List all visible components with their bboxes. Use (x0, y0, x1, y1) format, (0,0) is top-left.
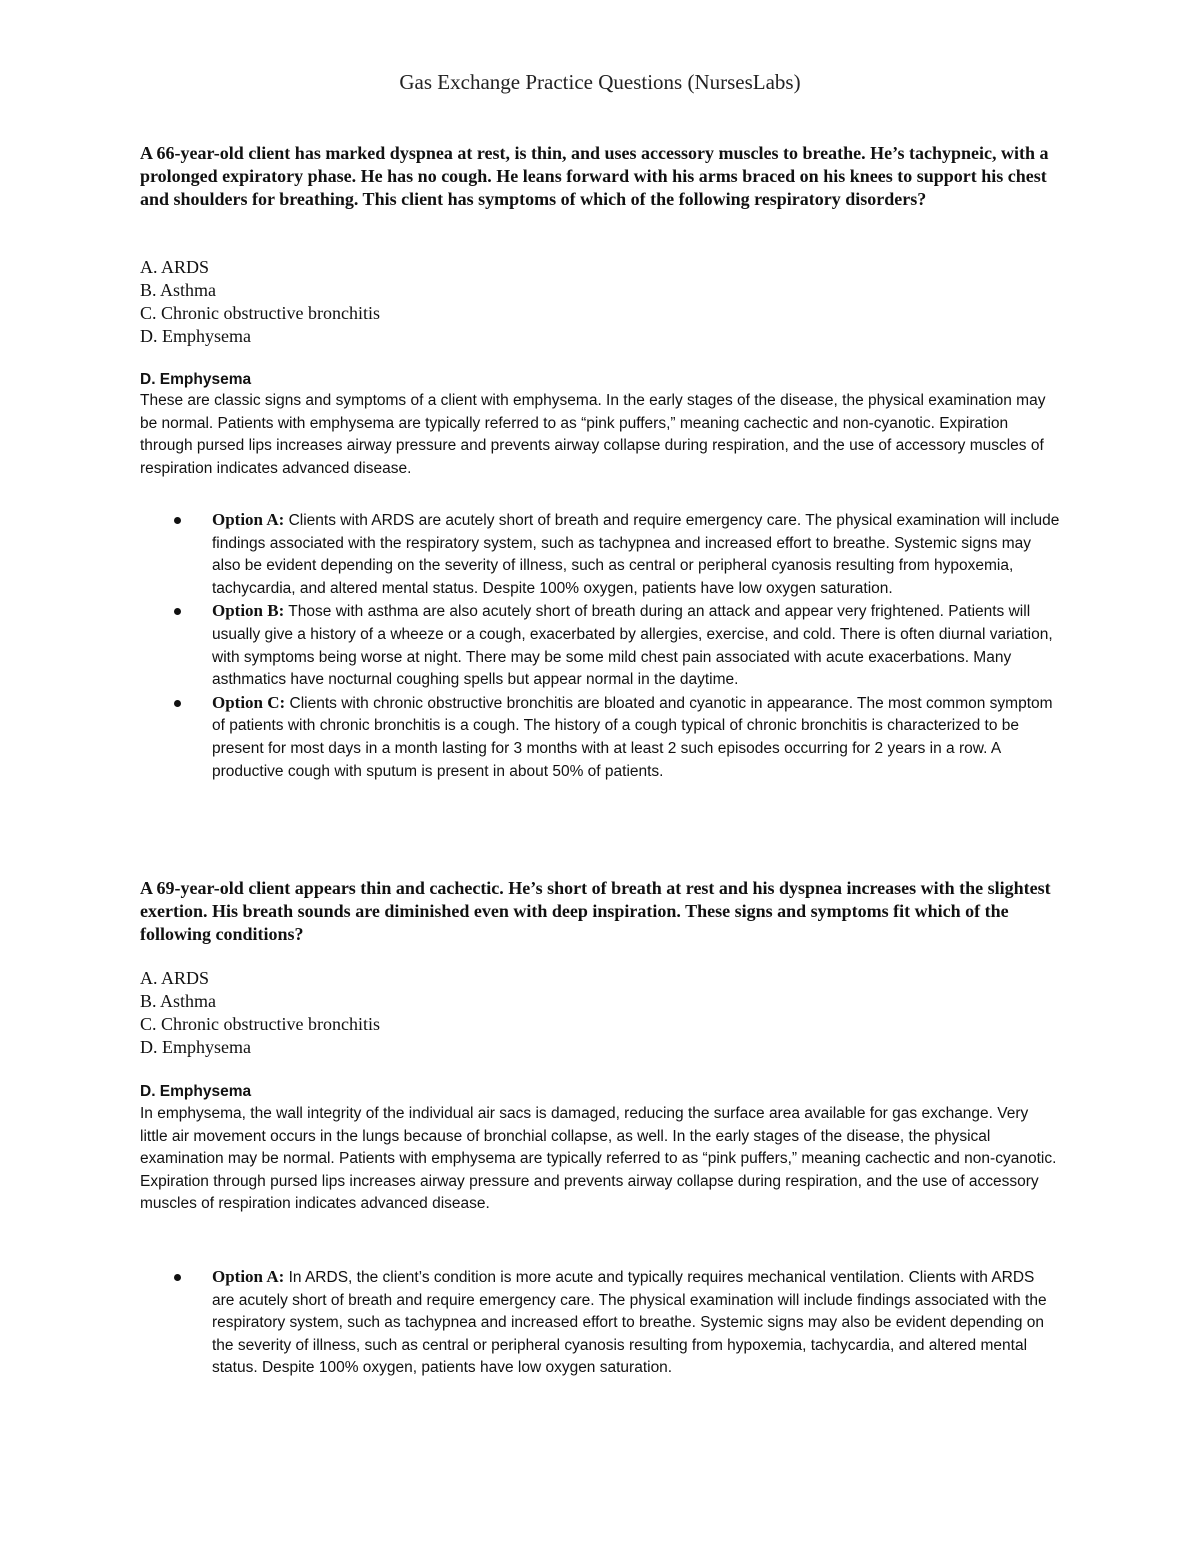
bullet-icon (174, 1274, 181, 1281)
document-title: Gas Exchange Practice Questions (NursesLabs) (399, 70, 801, 94)
question-2-explanations (172, 1266, 1060, 1380)
option-text: In ARDS, the client’s condition is more acute and typically requires mechanical ventilation. Clients with ARDS are acutely short of breath and require emergency care. The physical examination will include findings associated with the respiratory system, such as tachypnea and increased effort to breathe. Systemic signs may also be evident depending on the severity of illness, such as central or peripheral cyanosis resulting from hypoxemia, tachycardia, and altered mental status. Despite 100% oxygen, patients have low oxygen saturation. (212, 1269, 1047, 1377)
explanation-item (172, 600, 1060, 691)
option-label: Option C: (212, 692, 286, 712)
question-2-answer: D. Emphysema (140, 1083, 252, 1100)
bullet-icon (174, 608, 181, 615)
question-2-stem: A 69-year-old client appears thin and cachectic. He’s short of breath at rest and his dyspnea increases with the slightest exertion. His breath sounds are diminished even with deep inspiration. These signs and symptoms fit which of the following conditions? (140, 878, 1051, 944)
bullet-icon (174, 700, 181, 707)
option-label: Option A: (212, 510, 285, 529)
choice-b: B. Asthma (140, 280, 217, 300)
choice-c: C. Chronic obstructive bronchitis (140, 303, 380, 323)
question-1-answer: D. Emphysema (140, 371, 252, 388)
question-1-stem: A 66-year-old client has marked dyspnea at rest, is thin, and uses accessory muscles to breathe. He’s tachypneic, with a prolonged expiratory phase. He has no cough. He leans forward with his arms braced on his knees to support his chest and shoulders for breathing. This client has symptoms of which of the following respiratory disorders? (140, 143, 1049, 209)
option-text: Those with asthma are also acutely short of breath during an attack and appear very frightened. Patients will usually give a history of a wheeze or a cough, exacerbated by allergies, exercise, and cold. There is often diurnal variation, with symptoms being worse at night. There may be some mild chest pain associated with acute exacerbations. Many asthmatics have nocturnal coughing spells but appear normal in the daytime. (212, 603, 1053, 689)
explanation-item (172, 1266, 1060, 1380)
option-label: Option A: (212, 1267, 285, 1286)
choice-a: A. ARDS (140, 257, 210, 277)
choice-a: A. ARDS (140, 968, 210, 988)
question-2-rationale: In emphysema, the wall integrity of the individual air sacs is damaged, reducing the surface area available for gas exchange. Very little air movement occurs in the lungs because of bronchial collapse, as well. In the early stages of the disease, the physical examination may be normal. Patients with emphysema are typically referred to as “pink puffers,” meaning cachectic and non-cyanotic. Expiration through pursed lips increases airway pressure and prevents airway collapse during respiration, and the use of accessory muscles of respiration indicates advanced disease. (140, 1105, 1057, 1212)
explanation-item (172, 509, 1060, 600)
bullet-icon (174, 517, 181, 524)
question-1-choices (140, 256, 1060, 348)
choice-d: D. Emphysema (140, 326, 251, 346)
question-2-choices (140, 967, 1060, 1059)
option-label: Option B: (212, 601, 285, 621)
question-1-explanations (172, 509, 1060, 783)
choice-b: B. Asthma (140, 991, 217, 1011)
explanation-item (172, 692, 1060, 783)
choice-d: D. Emphysema (140, 1037, 251, 1057)
option-text: Clients with chronic obstructive bronchitis are bloated and cyanotic in appearance. The most common symptom of patients with chronic bronchitis is a cough. The history of a cough typical of chronic bronchitis is characterized to be present for most days in a month lasting for 3 months with at least 2 such episodes occurring for 2 years in a row. A productive cough with sputum is present in about 50% of patients. (212, 694, 1053, 780)
question-1-rationale: These are classic signs and symptoms of a client with emphysema. In the early stages of the disease, the physical examination may be normal. Patients with emphysema are typically referred to as “pink puffers,” meaning cachectic and non-cyanotic. Expiration through pursed lips increases airway pressure and prevents airway collapse during respiration, and the use of accessory muscles of respiration indicates advanced disease. (140, 392, 1046, 477)
choice-c: C. Chronic obstructive bronchitis (140, 1014, 380, 1034)
option-text: Clients with ARDS are acutely short of breath and require emergency care. The physical examination will include findings associated with the respiratory system, such as tachypnea and increased effort to breathe. Systemic signs may also be evident depending on the severity of illness, such as central or peripheral cyanosis resulting from hypoxemia, tachycardia, and altered mental status. Despite 100% oxygen, patients have low oxygen saturation. (212, 512, 1060, 597)
